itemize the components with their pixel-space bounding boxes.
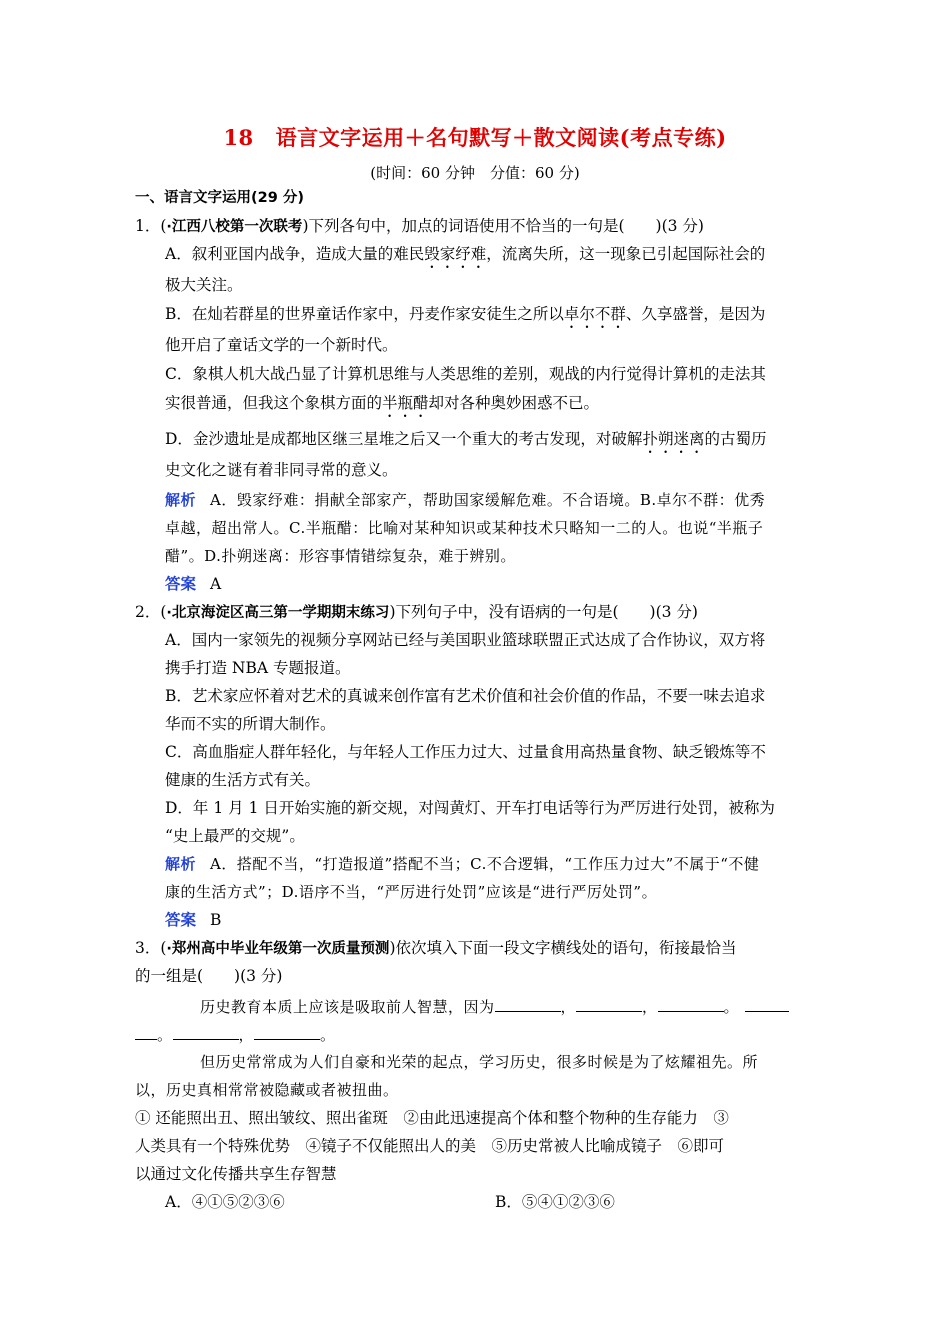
q2-option-d: D．年 1 月 1 日开始实施的新交规，对闯黄灯、开车打电话等行为严厉进行处罚，被称为 (165, 799, 775, 817)
q2-analysis: 解析 A．搭配不当，“打造报道”搭配不当；C.不合逻辑，“工作压力过大”不属于“不健 (165, 855, 760, 873)
q2-answer: 答案 B (165, 910, 222, 929)
q1-d-dotted-word: 扑朔迷离 (642, 430, 705, 448)
fill-blank-4-cont (135, 1023, 157, 1040)
fill-blank-1[interactable] (495, 995, 561, 1012)
q1-analysis-line2: 卓越，超出常人。C.半瓶醋：比喻对某种知识或某种技术只略知一二的人。也说“半瓶子 (165, 519, 764, 537)
q1-b-dotted-word: 卓尔不群 (563, 305, 626, 323)
q1-option-d-cont: 史文化之谜有着非同寻常的意义。 (165, 461, 398, 479)
q3-stem: 3．(·郑州高中毕业年级第一次质量预测)依次填入下面一段文字横线处的语句，衔接最恰当 (135, 939, 737, 957)
q3-choice-b[interactable]: B．⑤④①②③⑥ (495, 1193, 615, 1211)
q1-option-a-cont: 极大关注。 (165, 276, 243, 294)
section-heading: 一、语言文字运用(29 分) (135, 190, 304, 206)
analysis-label: 解析 (165, 491, 197, 509)
q1-a-dotted-word: 毁家纾难 (424, 245, 487, 263)
q2-option-c-cont: 健康的生活方式有关。 (165, 771, 321, 789)
fill-blank-6[interactable] (254, 1023, 320, 1040)
q2-analysis-line2: 康的生活方式”；D.语序不当，“严厉进行处罚”应该是“进行严厉处罚”。 (165, 883, 658, 901)
q1-option-c: C．象棋人机大战凸显了计算机思维与人类思维的差别，观战的内行觉得计算机的走法其 (165, 365, 766, 383)
q3-stem-cont: 的一组是( )(3 分) (135, 967, 283, 985)
answer-label: 答案 (165, 910, 197, 929)
q3-sentences-line2: 人类具有一个特殊优势 ④镜子不仅能照出人的美 ⑤历史常被人比喻成镜子 ⑥即可 (135, 1137, 725, 1155)
q3-passage2-line2: 以，历史真相常常被隐藏或者被扭曲。 (135, 1081, 399, 1099)
q3-passage-line2: 。 ， 。 (135, 1023, 336, 1046)
q2-option-a: A．国内一家领先的视频分享网站已经与美国职业篮球联盟正式达成了合作协议，双方将 (165, 631, 766, 649)
q1-analysis-line3: 醋”。D.扑朔迷离：形容事情错综复杂，难于辨别。 (165, 547, 516, 565)
fill-blank-5[interactable] (173, 1023, 239, 1040)
time-info: (时间：60 分钟 分值：60 分) (370, 164, 580, 182)
q2-option-b: B．艺术家应怀着对艺术的真诚来创作富有艺术价值和社会价值的作品，不要一味去追求 (165, 687, 766, 705)
q1-option-b: B．在灿若群星的世界童话作家中，丹麦作家安徒生之所以卓尔不群、久享盛誉，是因为 (165, 305, 766, 323)
q2-option-b-cont: 华而不实的所谓大制作。 (165, 715, 336, 733)
title-number: 18 (223, 125, 254, 150)
q3-sentences-line1: ① 还能照出丑、照出皱纹、照出雀斑 ②由此迅速提高个体和整个物种的生存能力 ③ (135, 1109, 729, 1127)
q3-sentences-line3: 以通过文化传播共享生存智慧 (135, 1165, 337, 1183)
q2-option-d-cont: “史上最严的交规”。 (165, 827, 305, 845)
fill-blank-4[interactable] (745, 995, 789, 1012)
q1-option-a: A．叙利亚国内战争，造成大量的难民毁家纾难，流离失所，这一现象已引起国际社会的 (165, 245, 766, 263)
q1-analysis: 解析 A．毁家纾难：捐献全部家产，帮助国家缓解危难。不合语境。B.卓尔不群：优秀 (165, 491, 766, 509)
q1-c-dotted-word: 半瓶醋 (382, 394, 429, 412)
q2-stem: 2．(·北京海淀区高三第一学期期末练习)下列句子中，没有语病的一句是( )(3 分) (135, 603, 698, 621)
page-title (0, 122, 950, 152)
analysis-label: 解析 (165, 855, 197, 873)
q3-passage2-line1: 但历史常常成为人们自豪和光荣的起点，学习历史，很多时候是为了炫耀祖先。所 (200, 1053, 759, 1071)
q1-option-b-cont: 他开启了童话文学的一个新时代。 (165, 336, 398, 354)
q1-source: ·江西八校第一次联考 (166, 219, 303, 235)
q3-source: ·郑州高中毕业年级第一次质量预测 (166, 941, 390, 957)
fill-blank-3[interactable] (658, 995, 724, 1012)
q2-option-a-cont: 携手打造 NBA 专题报道。 (165, 659, 351, 677)
q1-answer: 答案 A (165, 574, 222, 593)
q2-option-c: C．高血脂症人群年轻化，与年轻人工作压力过大、过量食用高热量食物、缺乏锻炼等不 (165, 743, 766, 761)
title-text: 语言文字运用＋名句默写＋散文阅读(考点专练) (275, 125, 727, 150)
fill-blank-2[interactable] (576, 995, 642, 1012)
q1-option-d: D．金沙遗址是成都地区继三星堆之后又一个重大的考古发现，对破解扑朔迷离的古蜀历 (165, 430, 767, 448)
answer-label: 答案 (165, 574, 197, 593)
q1-option-c-cont: 实很普通，但我这个象棋方面的半瓶醋却对各种奥妙困惑不已。 (165, 394, 600, 412)
q2-source: ·北京海淀区高三第一学期期末练习 (166, 605, 390, 621)
q1-stem: 1．(·江西八校第一次联考)下列各句中，加点的词语使用不恰当的一句是( )(3 分) (135, 217, 704, 235)
q3-choice-a[interactable]: A．④①⑤②③⑥ (165, 1193, 285, 1211)
q3-passage-line1: 历史教育本质上应该是吸取前人智慧，因为 ， ， 。 (200, 995, 789, 1018)
